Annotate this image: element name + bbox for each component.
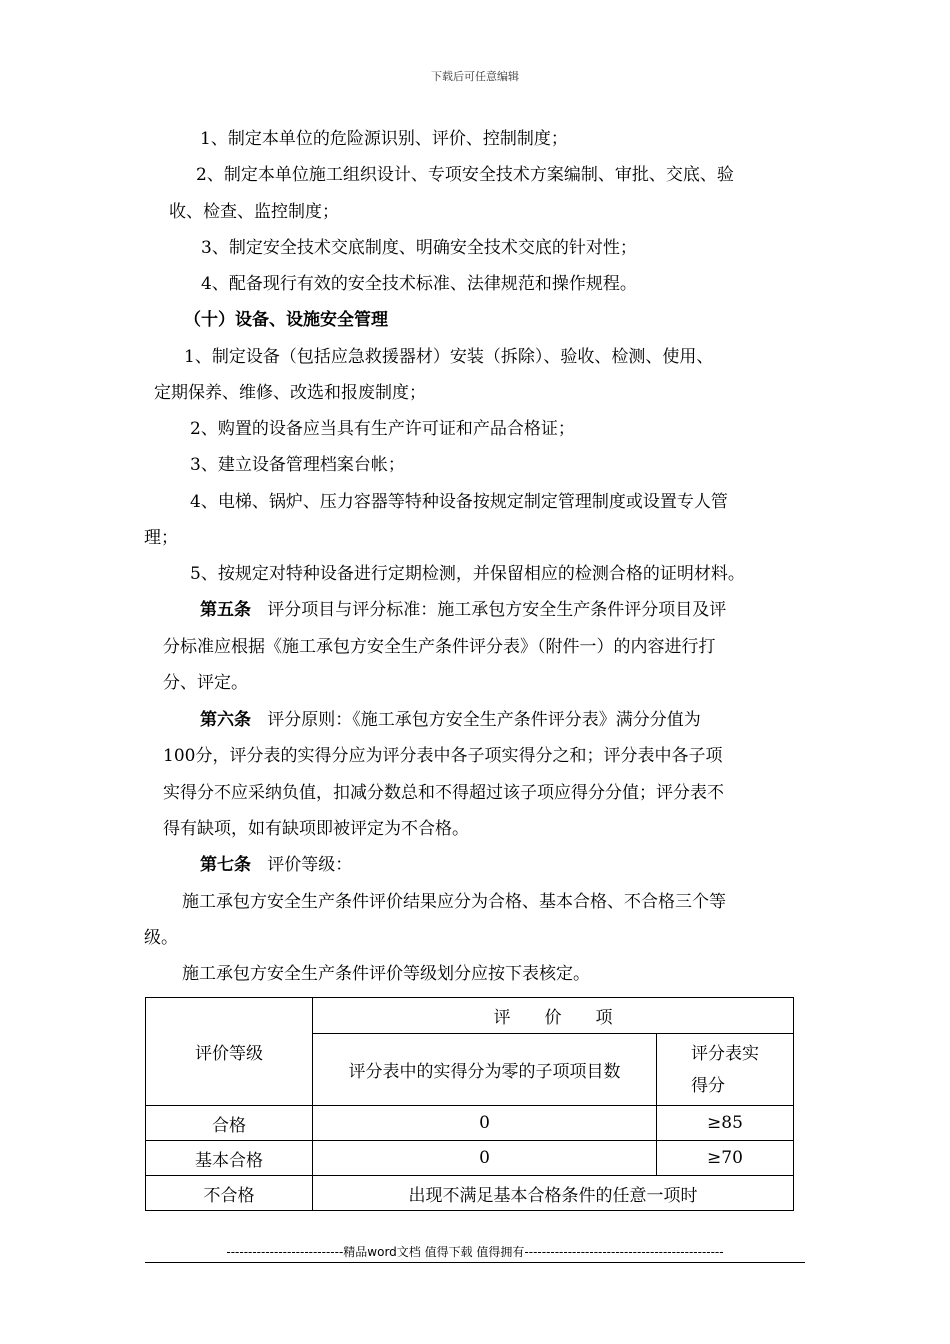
header-grade: 评价等级 — [146, 998, 313, 1106]
text-line: 收、检查、监控制度； — [169, 202, 339, 222]
text-line: 100分，评分表的实得分应为评分表中各子项实得分之和；评分表中各子项 — [163, 746, 723, 766]
text-line: 定期保养、维修、改选和报废制度； — [154, 383, 426, 403]
article-5 — [200, 599, 726, 621]
text-line: 4、电梯、锅炉、压力容器等特种设备按规定制定管理制度或设置专人管 — [190, 492, 728, 512]
table-row — [146, 1106, 794, 1141]
article-6 — [200, 709, 701, 731]
grade-cell: 合格 — [146, 1106, 313, 1141]
section-heading: （十）设备、设施安全管理 — [184, 310, 388, 330]
article-7-title: 第七条 — [200, 855, 251, 875]
text-line: 理； — [144, 528, 178, 548]
table-row — [146, 1141, 794, 1176]
header-score — [657, 1034, 794, 1106]
article-6-title: 第六条 — [200, 710, 251, 730]
text-line: 级。 — [144, 928, 178, 948]
page-header: 下载后可任意编辑 — [431, 70, 519, 83]
table-header-row — [146, 998, 794, 1034]
text-line: 施工承包方安全生产条件评价等级划分应按下表核定。 — [182, 964, 590, 984]
header-score-line1: 评分表实 — [691, 1043, 759, 1064]
table-row — [146, 1176, 794, 1211]
header-zero-count: 评分表中的实得分为零的子项项目数 — [313, 1034, 657, 1106]
zero-count-cell: 0 — [313, 1106, 657, 1141]
article-6-text: 评分原则：《施工承包方安全生产条件评分表》满分分值为 — [267, 710, 701, 730]
score-cell: ≥85 — [657, 1106, 794, 1141]
text-line: 3、建立设备管理档案台帐； — [190, 455, 405, 475]
grade-cell: 基本合格 — [146, 1141, 313, 1176]
text-line: 1、制定设备（包括应急救援器材）安装（拆除）、验收、检测、使用、 — [184, 347, 714, 367]
grade-table — [145, 997, 794, 1211]
header-item: 评 价 项 — [313, 998, 794, 1034]
fail-condition-cell: 出现不满足基本合格条件的任意一项时 — [313, 1176, 794, 1211]
article-5-title: 第五条 — [200, 600, 251, 620]
text-line: 2、购置的设备应当具有生产许可证和产品合格证； — [190, 419, 575, 439]
text-line: 施工承包方安全生产条件评价结果应分为合格、基本合格、不合格三个等 — [182, 892, 726, 912]
score-cell: ≥70 — [657, 1141, 794, 1176]
article-7-text: 评价等级： — [267, 855, 353, 875]
text-line: 实得分不应采纳负值，扣减分数总和不得超过该子项应得分分值；评分表不 — [163, 783, 724, 803]
article-5-text: 评分项目与评分标准：施工承包方安全生产条件评分项目及评 — [267, 600, 727, 620]
zero-count-cell: 0 — [313, 1141, 657, 1176]
text-line: 5、按规定对特种设备进行定期检测，并保留相应的检测合格的证明材料。 — [190, 564, 745, 584]
grade-cell: 不合格 — [146, 1176, 313, 1211]
article-7 — [200, 854, 352, 876]
text-line: 4、配备现行有效的安全技术标准、法律规范和操作规程。 — [201, 274, 637, 294]
footer-divider — [145, 1262, 805, 1263]
text-line: 分标准应根据《施工承包方安全生产条件评分表》（附件一）的内容进行打 — [163, 637, 716, 657]
text-line: 2、制定本单位施工组织设计、专项安全技术方案编制、审批、交底、验 — [196, 165, 734, 185]
text-line: 3、制定安全技术交底制度、明确安全技术交底的针对性； — [201, 238, 637, 258]
text-line: 1、制定本单位的危险源识别、评价、控制制度； — [200, 129, 568, 149]
page-footer: ---------------------------精品word文档 值得下载 值得拥有---------------------------------------------- — [226, 1245, 724, 1259]
text-line: 分、评定。 — [163, 673, 248, 693]
text-line: 得有缺项，如有缺项即被评定为不合格。 — [163, 819, 469, 839]
header-score-line2: 得分 — [691, 1075, 725, 1096]
